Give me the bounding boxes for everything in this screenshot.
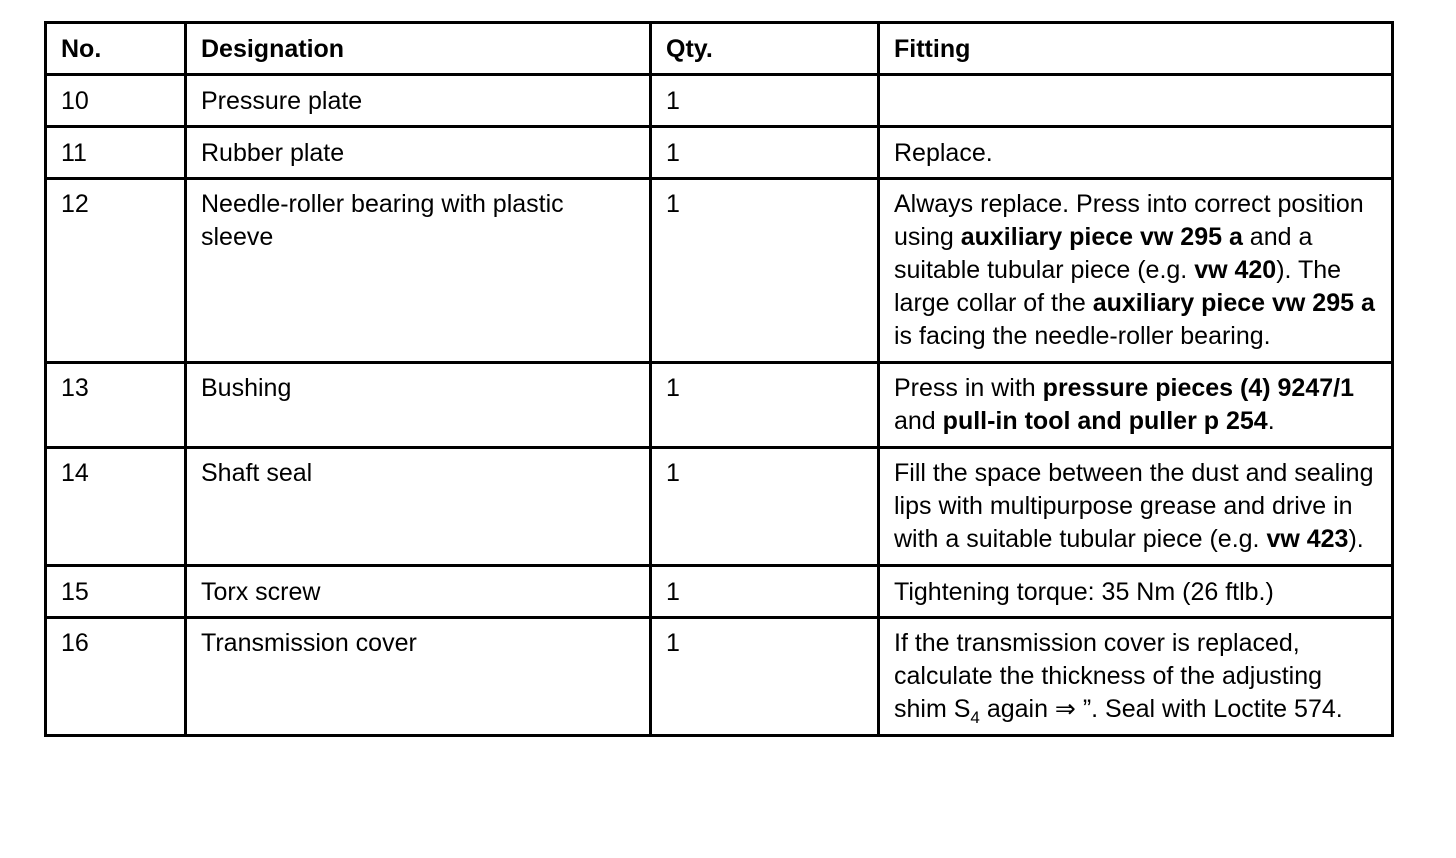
fitting-text: is facing the needle-roller bearing. [894,322,1271,350]
table-row [46,179,1393,363]
fitting-text: Press in with [894,374,1043,402]
fitting-text: and a suitable tubular piece (e.g. [894,223,1313,284]
fitting-text: If the transmission cover is replaced, calculate the thickness of the adjusting shim S [894,629,1323,723]
fitting-text: ). [1348,525,1364,553]
table-row [46,75,1393,127]
cell-qty: 1 [651,75,879,127]
cell-no: 14 [46,448,186,566]
cell-qty: 1 [651,363,879,448]
cell-designation: Bushing [186,363,651,448]
header-fitting: Fitting [879,23,1393,75]
cell-designation: Transmission cover [186,618,651,736]
cell-designation: Needle-roller bearing with plastic sleeve [186,179,651,363]
cell-qty: 1 [651,179,879,363]
header-row [46,23,1393,75]
cell-qty: 1 [651,618,879,736]
cell-qty: 1 [651,448,879,566]
header-no: No. [46,23,186,75]
tool-reference: vw 420 [1194,256,1277,284]
tool-reference: pull-in tool and puller p 254 [942,407,1268,435]
cell-designation: Shaft seal [186,448,651,566]
cell-designation: Pressure plate [186,75,651,127]
cell-no: 15 [46,566,186,618]
cell-no: 16 [46,618,186,736]
cell-fitting [879,363,1393,448]
fitting-text: Always replace. Press into correct position using [894,190,1364,251]
cell-fitting [879,448,1393,566]
tool-reference: pressure pieces (4) 9247/1 [1042,374,1354,402]
table-row [46,566,1393,618]
cell-qty: 1 [651,127,879,179]
fitting-text: Fill the space between the dust and sealing lips with multipurpose grease and drive in with a suitable tubular piece (e.g. [894,459,1374,553]
cell-fitting [879,618,1393,736]
cell-no: 13 [46,363,186,448]
fitting-text: Replace. [894,139,993,167]
header-designation: Designation [186,23,651,75]
parts-table [44,21,1394,737]
cell-designation: Rubber plate [186,127,651,179]
tool-reference: auxiliary piece vw 295 a [1092,289,1375,317]
fitting-text: again ⇒ ”. Seal with Loctite 574. [979,695,1343,723]
table-row [46,127,1393,179]
tool-reference: auxiliary piece vw 295 a [960,223,1243,251]
fitting-text: . [1267,407,1275,435]
table-row [46,448,1393,566]
fitting-text: and [894,407,943,435]
cell-no: 11 [46,127,186,179]
cell-fitting [879,75,1393,127]
table-row [46,363,1393,448]
fitting-text: ). The large collar of the [894,256,1342,317]
subscript-text: 4 [970,708,980,727]
cell-fitting [879,566,1393,618]
cell-fitting [879,179,1393,363]
tool-reference: vw 423 [1266,525,1349,553]
header-qty: Qty. [651,23,879,75]
cell-qty: 1 [651,566,879,618]
fitting-text: Tightening torque: 35 Nm (26 ftlb.) [894,578,1274,606]
cell-designation: Torx screw [186,566,651,618]
cell-fitting [879,127,1393,179]
cell-no: 10 [46,75,186,127]
cell-no: 12 [46,179,186,363]
table-row [46,618,1393,736]
